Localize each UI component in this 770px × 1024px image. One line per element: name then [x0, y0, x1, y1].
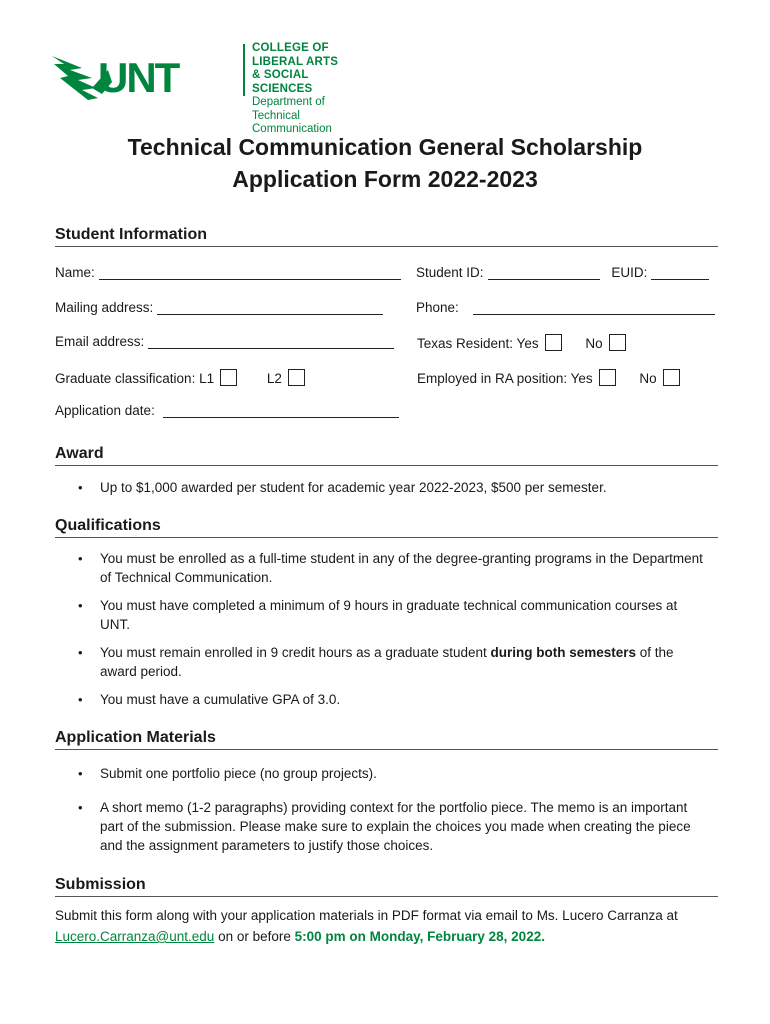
app-date-row	[55, 403, 399, 418]
qualification-text: of the award period.	[100, 645, 674, 679]
app-date-label: Application date:	[55, 403, 155, 418]
qualifications-list	[78, 549, 708, 709]
title-line-2: Application Form 2022-2023	[232, 166, 538, 192]
qualification-item	[78, 643, 708, 681]
app-date-field[interactable]	[163, 403, 399, 418]
svg-text:UNT: UNT	[98, 54, 179, 100]
phone-field[interactable]	[473, 300, 715, 315]
submission-deadline: 5:00 pm on Monday, February 28, 2022.	[294, 929, 545, 944]
college-name	[252, 42, 362, 137]
mailing-label: Mailing address:	[55, 300, 154, 315]
name-row	[55, 265, 401, 280]
grad-row	[55, 369, 305, 386]
qualifications-heading: Qualifications	[55, 517, 718, 538]
name-field[interactable]	[99, 265, 401, 280]
award-item: • Up to $1,000 awarded per student for academic year 2022-2023, $500 per semester.	[78, 478, 708, 497]
materials-list	[78, 764, 708, 855]
grad-l2-label: L2	[266, 371, 282, 386]
email-label: Email address:	[55, 334, 145, 349]
texas-label: Texas Resident: Yes	[417, 336, 539, 351]
dept-line-2: Technical Communication	[252, 109, 332, 135]
employed-no-label: No	[639, 371, 657, 386]
contact-email-link[interactable]: Lucero.Carranza@unt.edu	[55, 929, 215, 944]
email-field[interactable]	[148, 334, 394, 349]
euid-label: EUID:	[611, 265, 648, 280]
submission-text-mid: on or before	[214, 929, 295, 944]
qualification-item: • You must have a cumulative GPA of 3.0.	[78, 690, 708, 709]
college-line-2: & SOCIAL SCIENCES	[252, 69, 313, 95]
student-id-row	[416, 265, 709, 280]
award-list	[78, 478, 708, 497]
dept-line-1: Department of	[252, 96, 325, 108]
mailing-field[interactable]	[157, 300, 383, 315]
email-row	[55, 334, 394, 349]
name-label: Name:	[55, 265, 95, 280]
award-heading: Award	[55, 445, 718, 466]
euid-field[interactable]	[651, 265, 709, 280]
texas-yes-checkbox[interactable]	[545, 334, 562, 351]
qualification-item: • You must have completed a minimum of 9 hours in graduate technical communication courses at UNT.	[78, 596, 708, 634]
student-id-field[interactable]	[488, 265, 600, 280]
phone-label: Phone:	[416, 300, 459, 315]
texas-row	[417, 334, 626, 351]
material-item: • Submit one portfolio piece (no group projects).	[78, 764, 708, 783]
qualification-emphasis: during both semesters	[490, 645, 637, 660]
grad-l1-checkbox[interactable]	[220, 369, 237, 386]
texas-no-checkbox[interactable]	[609, 334, 626, 351]
phone-row	[416, 300, 715, 315]
unt-logo	[52, 40, 362, 135]
employed-row	[417, 369, 680, 386]
grad-l2-checkbox[interactable]	[288, 369, 305, 386]
texas-no-label: No	[585, 336, 603, 351]
materials-heading: Application Materials	[55, 729, 718, 750]
student-info-heading: Student Information	[55, 226, 718, 247]
employed-no-checkbox[interactable]	[663, 369, 680, 386]
logo-divider	[243, 44, 245, 96]
page-title	[0, 131, 770, 195]
qualification-item: • You must be enrolled as a full-time student in any of the degree-granting programs in the Department of Technical Communication.	[78, 549, 708, 587]
qualification-text: You must remain enrolled in 9 credit hours as a graduate student	[100, 645, 491, 660]
submission-text-pre: Submit this form along with your application materials in PDF format via email to Ms. Lucero Carranza at	[55, 908, 678, 923]
student-id-label: Student ID:	[416, 265, 484, 280]
mailing-row	[55, 300, 383, 315]
grad-label: Graduate classification: L1	[55, 371, 215, 386]
employed-label: Employed in RA position: Yes	[417, 371, 593, 386]
employed-yes-checkbox[interactable]	[599, 369, 616, 386]
eagle-icon	[52, 48, 192, 100]
submission-heading: Submission	[55, 876, 718, 897]
submission-text	[55, 905, 720, 947]
title-line-1: Technical Communication General Scholarship	[127, 134, 643, 160]
college-line-1: COLLEGE OF LIBERAL ARTS	[252, 42, 339, 68]
material-item: • A short memo (1-2 paragraphs) providing context for the portfolio piece. The memo is an important part of the submission. Please make sure to explain the choices you made when creating the piece and the assignment parameters to justify those choices.	[78, 798, 708, 855]
